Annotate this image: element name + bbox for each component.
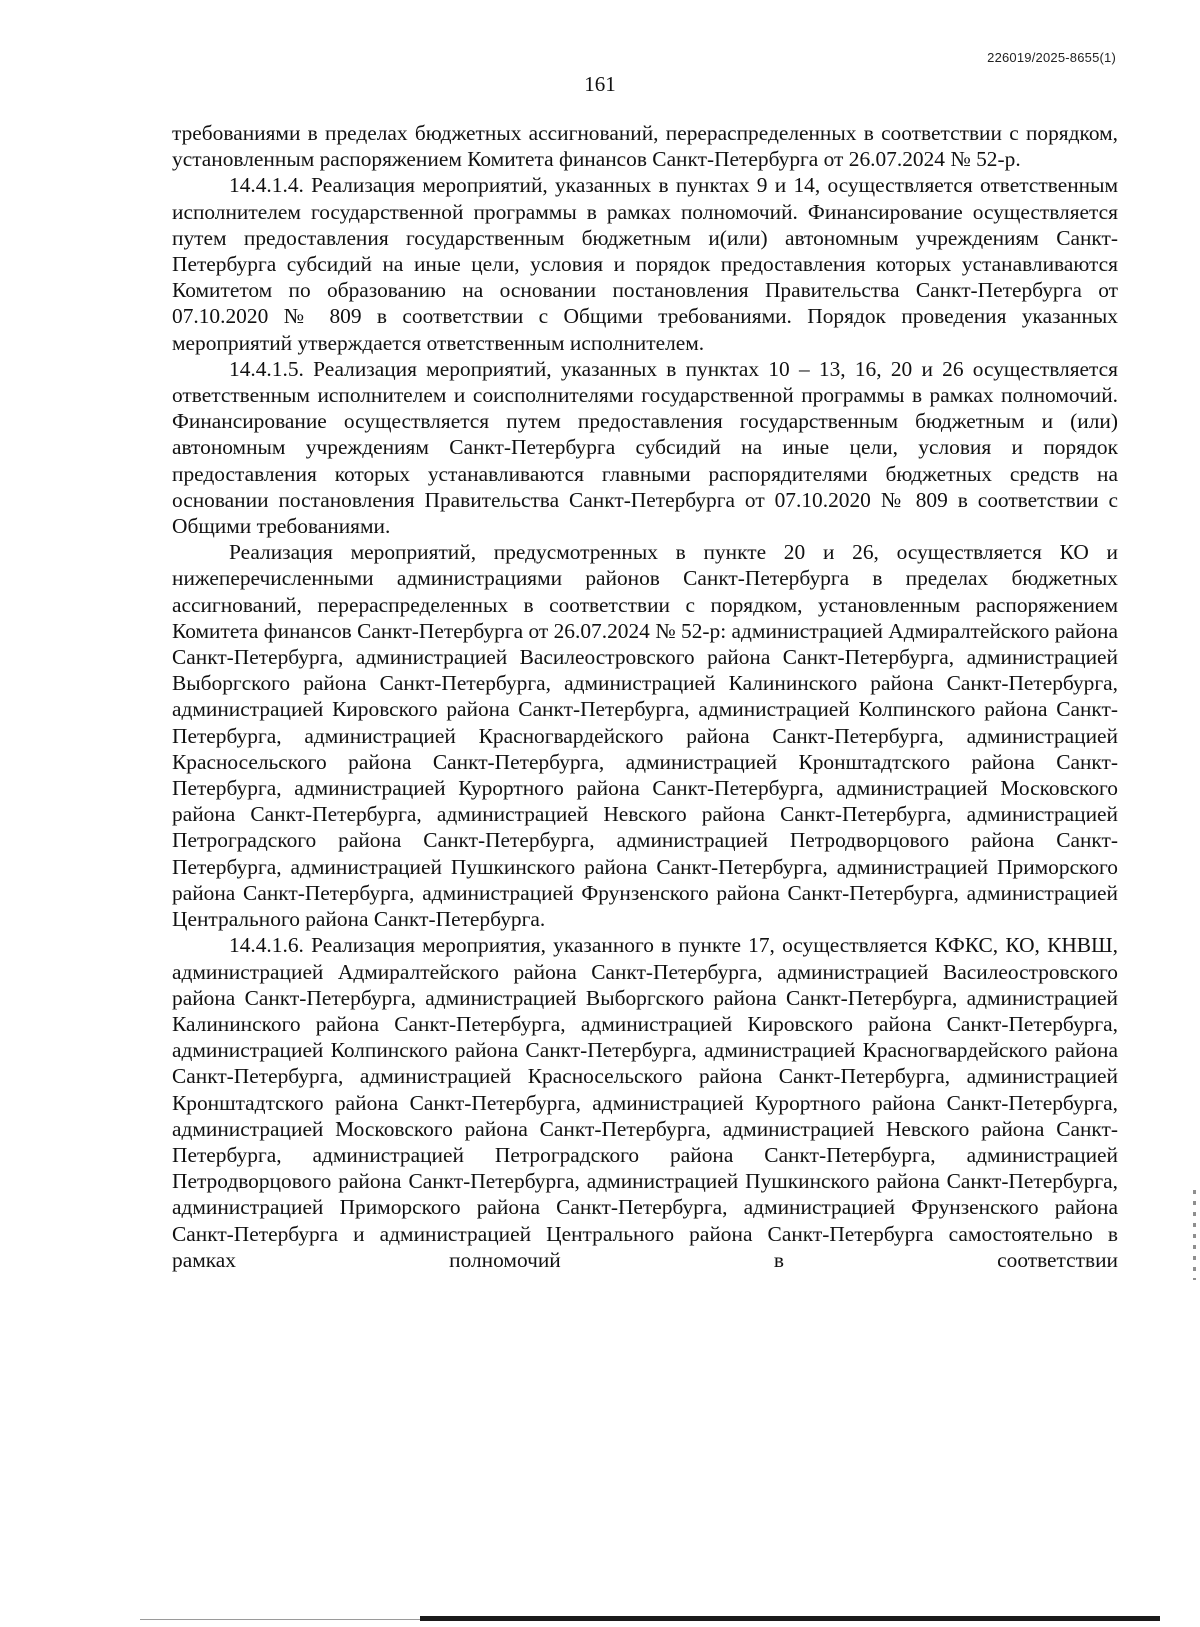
paragraph-district-administrations: Реализация мероприятий, предусмотренных в пункте 20 и 26, осуществляется КО и нижеперечисленными администрациями районов Санкт-Петербурга в пределах бюджетных ассигнований, перераспределенных в соответствии с порядком, установленным распоряжением Комитета финансов Санкт-Петербурга от 26.07.2024 № 52-р: администрацией Адмиралтейского района Санкт-Петербурга, администрацией Василеостровского района Санкт-Петербурга, администрацией Выборгского района Санкт-Петербурга, администрацией Калининского района Санкт-Петербурга, администрацией Кировского района Санкт-Петербурга, администрацией Колпинского района Санкт-Петербурга, администрацией Красногвардейского района Санкт-Петербурга, администрацией Красносельского района Санкт-Петербурга, администрацией Кронштадтского района Санкт-Петербурга, администрацией Курортного района Санкт-Петербурга, администрацией Московского района Санкт-Петербурга, администрацией Невского района Санкт-Петербурга, администрацией Петроградского района Санкт-Петербурга, администрацией Петродворцового района Санкт-Петербурга, администрацией Пушкинского района Санкт-Петербурга, администрацией Приморского района Санкт-Петербурга, администрацией Фрунзенского района Санкт-Петербурга, администрацией Центрального района Санкт-Петербурга.	[172, 540, 1118, 932]
paragraph-14-4-1-5: 14.4.1.5. Реализация мероприятий, указанных в пунктах 10 – 13, 16, 20 и 26 осуществляется ответственным исполнителем и соисполнителями государственной программы в рамках полномочий. Финансирование осуществляется путем предоставления государственным бюджетным и (или) автономным учреждениям Санкт-Петербурга субсидий на иные цели, условия и порядок предоставления которых устанавливаются главными распорядителями бюджетных средств на основании постановления Правительства Санкт-Петербурга от 07.10.2020 № 809 в соответствии с Общими требованиями.	[172, 356, 1118, 539]
scan-dark-bar	[420, 1616, 1160, 1621]
document-registration-number: 226019/2025-8655(1)	[987, 50, 1116, 65]
scan-margin-marks	[1193, 1190, 1196, 1280]
page-number: 161	[584, 72, 616, 96]
paragraph-continuation: требованиями в пределах бюджетных ассигнований, перераспределенных в соответствии с порядком, установленным распоряжением Комитета финансов Санкт-Петербурга от 26.07.2024 № 52-р.	[172, 121, 1118, 172]
paragraph-14-4-1-6: 14.4.1.6. Реализация мероприятия, указанного в пункте 17, осуществляется КФКС, КО, КНВШ, администрацией Адмиралтейского района Санкт-Петербурга, администрацией Василеостровского района Санкт-Петербурга, администрацией Выборгского района Санкт-Петербурга, администрацией Калининского района Санкт-Петербурга, администрацией Кировского района Санкт-Петербурга, администрацией Колпинского района Санкт-Петербурга, администрацией Красногвардейского района Санкт-Петербурга, администрацией Красносельского района Санкт-Петербурга, администрацией Кронштадтского района Санкт-Петербурга, администрацией Курортного района Санкт-Петербурга, администрацией Московского района Санкт-Петербурга, администрацией Невского района Санкт-Петербурга, администрацией Петроградского района Санкт-Петербурга, администрацией Петродворцового района Санкт-Петербурга, администрацией Пушкинского района Санкт-Петербурга, администрацией Приморского района Санкт-Петербурга, администрацией Фрунзенского района Санкт-Петербурга и администрацией Центрального района Санкт-Петербурга самостоятельно в рамках полномочий в соответствии	[172, 933, 1118, 1272]
paragraph-14-4-1-4: 14.4.1.4. Реализация мероприятий, указанных в пунктах 9 и 14, осуществляется ответственным исполнителем государственной программы в рамках полномочий. Финансирование осуществляется путем предоставления государственным бюджетным и(или) автономным учреждениям Санкт-Петербурга субсидий на иные цели, условия и порядок предоставления которых устанавливаются Комитетом по образованию на основании постановления Правительства Санкт-Петербурга от 07.10.2020 № 809 в соответствии с Общими требованиями. Порядок проведения указанных мероприятий утверждается ответственным исполнителем.	[172, 173, 1118, 355]
scan-faint-line	[140, 1619, 420, 1620]
scan-bottom-edge	[0, 1611, 1200, 1627]
document-body	[172, 120, 1118, 1273]
